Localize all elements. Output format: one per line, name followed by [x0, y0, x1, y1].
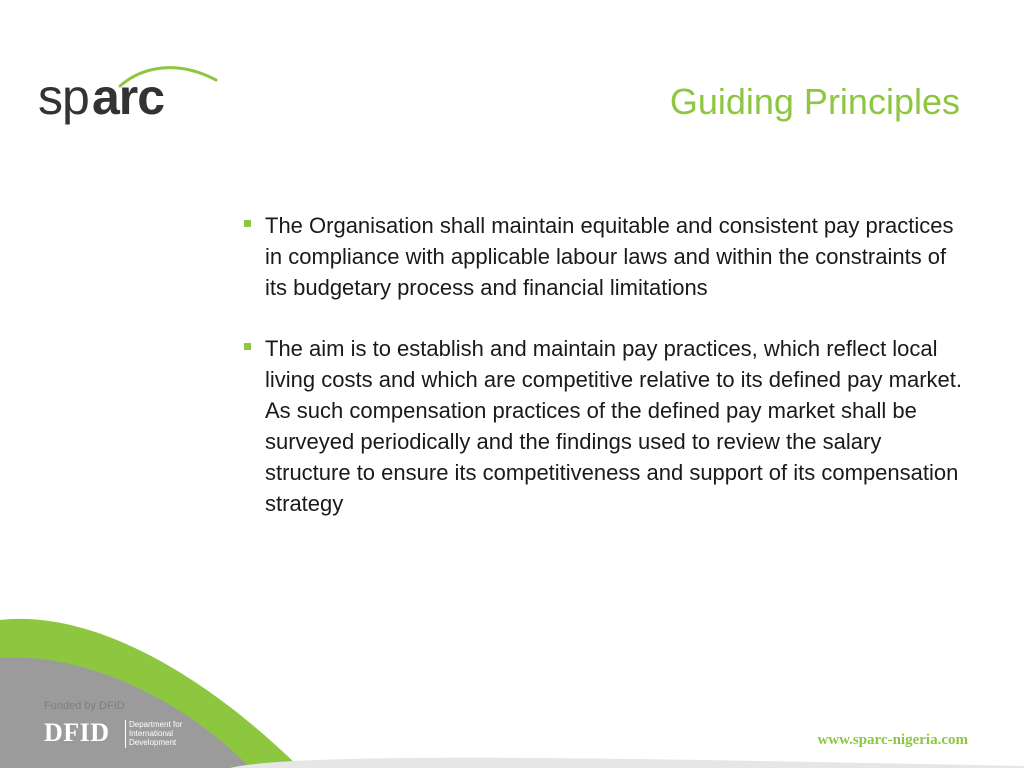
bullet-item [244, 333, 964, 519]
bullet-list [244, 210, 964, 549]
bullet-text: The Organisation shall maintain equitable and consistent pay practices in compliance with applicable labour laws and within the constraints of its budgetary process and financial limitations [265, 213, 954, 300]
bullet-text: The aim is to establish and maintain pay practices, which reflect local living costs and which are competitive relative to its defined pay market. As such compensation practices of the defined pay market shall be surveyed periodically and the findings used to review the salary structure to ensure its competitiveness and support of its compensation strategy [265, 336, 962, 516]
dfid-logo-mark: DFID [44, 718, 110, 747]
square-bullet-icon [244, 343, 251, 350]
funded-by-label: Funded by DFID [44, 700, 125, 712]
square-bullet-icon [244, 220, 251, 227]
website-link[interactable]: www.sparc-nigeria.com [817, 732, 968, 748]
logo-text-regular: sp [38, 69, 89, 125]
dfid-logo-divider [125, 720, 126, 748]
dfid-logo-subtitle: Department for International Development [129, 720, 183, 747]
logo-text-bold: arc [92, 69, 165, 125]
slide-title: Guiding Principles [669, 81, 960, 122]
sparc-logo [38, 62, 218, 132]
bullet-item [244, 210, 964, 303]
